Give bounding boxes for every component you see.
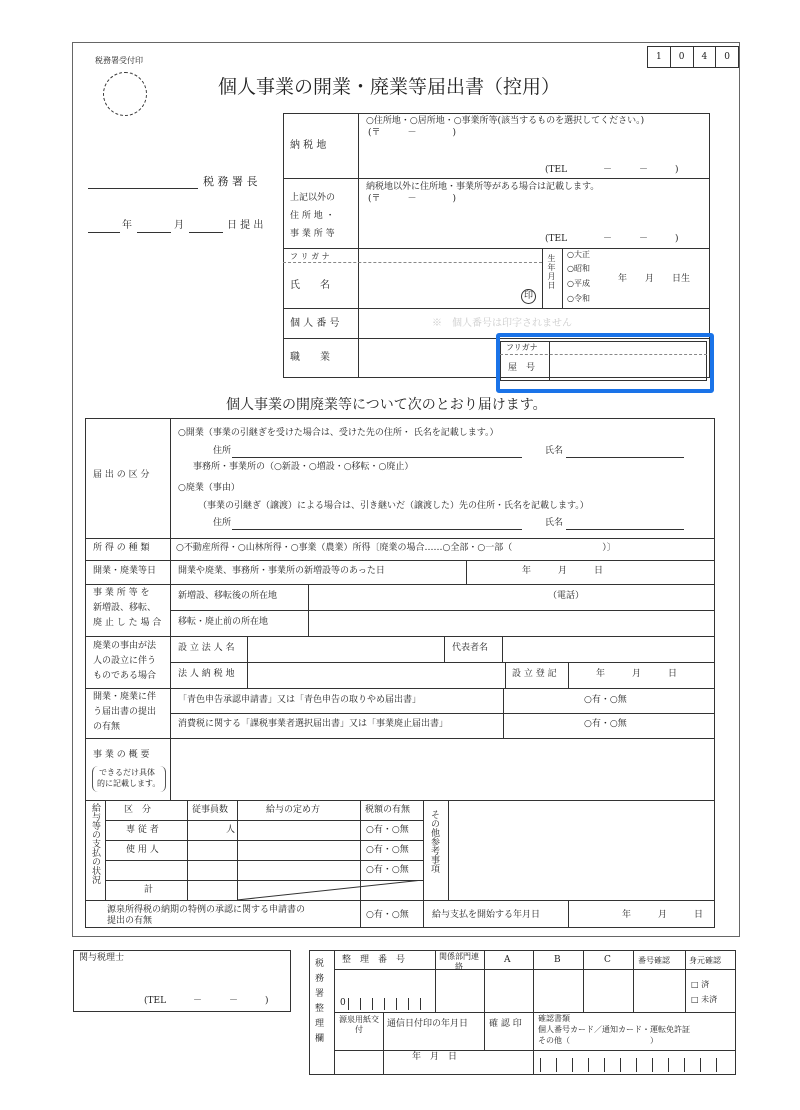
docs-label-3[interactable]: その他（ ） bbox=[538, 1036, 658, 1045]
salary-row-label: 計 bbox=[144, 885, 154, 895]
close-address-label: 住所 bbox=[213, 518, 232, 528]
salary-tax-yes-no[interactable]: ○有・○無 bbox=[366, 845, 409, 855]
ref-number-label: 整 理 番 号 bbox=[342, 955, 406, 965]
id-note: ※ 個人番号は印字されません bbox=[432, 318, 572, 329]
salary-tax-yes-no[interactable]: ○有・○無 bbox=[366, 865, 409, 875]
old-location-label: 移転・廃止前の所在地 bbox=[178, 617, 269, 627]
related-label-1: 開業・廃業に伴 bbox=[93, 692, 157, 702]
occupation-label: 職 業 bbox=[290, 352, 330, 363]
corp-address-label: 法 人 納 税 地 bbox=[178, 669, 235, 679]
salary-row-label: 使 用 人 bbox=[126, 845, 159, 855]
withholding-yes-no[interactable]: ○有・○無 bbox=[366, 910, 409, 920]
name-field[interactable] bbox=[362, 264, 537, 304]
blue-form-yes-no[interactable]: ○有・○無 bbox=[584, 695, 627, 705]
date-stamp-label: 通信日付印の年月日 bbox=[387, 1019, 469, 1029]
blue-form-label: 「青色申告承認申請書」又は「青色申告の取りやめ届出書」 bbox=[178, 695, 422, 705]
occupation-field[interactable] bbox=[362, 342, 492, 374]
corp-label-1: 廃業の事由が法 bbox=[93, 641, 157, 651]
seal-mark: 印 bbox=[521, 289, 536, 304]
other-address-note: 納税地以外に住所地・事業所等がある場合は記載します。 bbox=[366, 182, 600, 192]
close-name-label: 氏名 bbox=[545, 518, 564, 528]
salary-header: 給与の定め方 bbox=[266, 805, 321, 815]
office-use-label: 税務署整理欄 bbox=[313, 958, 323, 1048]
birth-date-field[interactable]: 年 月 日生 bbox=[618, 274, 691, 284]
other-address-label-3: 事 業 所 等 bbox=[290, 229, 335, 239]
withholding-book-label: 源泉用紙交付 bbox=[339, 1015, 379, 1034]
tax-address-tel[interactable]: (TEL － － ) bbox=[545, 165, 679, 175]
overview-field[interactable] bbox=[174, 742, 710, 796]
declaration-subtitle: 個人事業の開廃業等について次のとおり届けます。 bbox=[226, 397, 547, 413]
withholding-label-1: 源泉所得税の納期の特例の承認に関する申請書の bbox=[107, 905, 306, 915]
related-label-3: の有無 bbox=[93, 722, 121, 732]
highlight-box bbox=[496, 333, 714, 393]
other-address-label-2: 住 所 地 ・ bbox=[290, 211, 335, 221]
pay-start-date[interactable]: 年 月 日 bbox=[622, 910, 704, 920]
close-note: （事業の引継ぎ（譲渡）による場合は、引き継いだ（譲渡した）先の住所・氏名を記載します。） bbox=[198, 501, 589, 511]
col-b: B bbox=[554, 955, 561, 965]
registration-date[interactable]: 年 月 日 bbox=[596, 669, 678, 679]
birth-label: 生年月日 bbox=[547, 254, 556, 290]
era-option[interactable]: ○令和 bbox=[567, 294, 590, 303]
date-month-field[interactable] bbox=[137, 232, 171, 233]
date-year-label: 年 bbox=[122, 220, 132, 231]
office-change-label-2: 新増設、移転、 bbox=[93, 603, 157, 613]
docs-ticks bbox=[540, 1058, 730, 1072]
category-label: 届 出 の 区 分 bbox=[93, 470, 150, 480]
overview-label: 事 業 の 概 要 bbox=[93, 750, 150, 760]
form-number bbox=[647, 46, 739, 68]
overview-note bbox=[92, 766, 166, 792]
docs-label-2[interactable]: 個人番号カード／通知カード・運転免許証 bbox=[538, 1025, 690, 1034]
tax-address-options[interactable]: ○住所地・○居所地・○事業所等(該当するものを選択してください。) bbox=[366, 116, 645, 126]
shop-name-label: 屋 号 bbox=[508, 363, 536, 373]
id-label: 個 人 番 号 bbox=[290, 318, 340, 329]
close-name-field[interactable] bbox=[566, 529, 684, 530]
office-change-label-3: 廃 止 し た 場 合 bbox=[93, 618, 162, 628]
new-location-phone[interactable]: （電話） bbox=[548, 591, 585, 601]
related-label-2: う届出書の提出 bbox=[93, 707, 157, 717]
salary-side-label: 給与等の支払の状況 bbox=[90, 803, 100, 884]
new-location-label: 新増設、移転後の所在地 bbox=[178, 591, 278, 601]
other-address-postal[interactable]: (〒 － ) bbox=[368, 194, 457, 204]
stamp-date-field[interactable]: 年 月 日 bbox=[412, 1052, 458, 1062]
salary-header: 従事員数 bbox=[192, 805, 229, 815]
registration-label: 設 立 登 記 bbox=[512, 669, 557, 679]
tax-address-postal[interactable]: (〒 － ) bbox=[368, 128, 457, 138]
salary-row-label: 専 従 者 bbox=[126, 825, 159, 835]
open-close-date-label: 開業・廃業等日 bbox=[93, 566, 157, 576]
corp-label-3: ものである場合 bbox=[93, 671, 157, 681]
overview-note-line: できるだけ具体 bbox=[99, 768, 155, 777]
docs-label-1: 確認書類 bbox=[538, 1014, 570, 1023]
shop-furigana-label: フリガナ bbox=[506, 343, 538, 352]
other-address-tel[interactable]: (TEL － － ) bbox=[545, 234, 679, 244]
ref-number-prefix: 0 bbox=[340, 998, 346, 1008]
col-c: C bbox=[604, 955, 611, 965]
era-option[interactable]: ○昭和 bbox=[567, 264, 590, 273]
open-address-label: 住所 bbox=[213, 446, 232, 456]
salary-total-diagonal bbox=[237, 880, 423, 900]
date-day-label: 日 提 出 bbox=[227, 220, 264, 231]
form-number-digit: 4 bbox=[694, 47, 717, 67]
receipt-stamp-circle bbox=[103, 72, 147, 116]
pay-start-label: 給与支払を開始する年月日 bbox=[432, 910, 541, 920]
col-a: A bbox=[504, 955, 511, 965]
era-option[interactable]: ○平成 bbox=[567, 279, 590, 288]
corp-name-label: 設 立 法 人 名 bbox=[178, 643, 235, 653]
office-change-options[interactable]: 事務所・事業所の（○新設・○増設・○移転・○廃止） bbox=[193, 462, 414, 472]
office-change-label-1: 事 業 所 等 を bbox=[93, 588, 150, 598]
salary-tax-yes-no[interactable]: ○有・○無 bbox=[366, 825, 409, 835]
person-unit: 人 bbox=[226, 825, 236, 835]
date-day-field[interactable] bbox=[189, 232, 223, 233]
name-label: 氏 名 bbox=[290, 280, 330, 291]
other-notes-label: その他参考事項 bbox=[429, 810, 439, 873]
furigana-label: フ リ ガ ナ bbox=[290, 252, 330, 261]
open-name-label: 氏名 bbox=[545, 446, 564, 456]
identity-done[interactable]: □ 済 bbox=[691, 980, 710, 989]
form-number-digit: 1 bbox=[648, 47, 671, 67]
identity-check-label: 身元確認 bbox=[689, 956, 721, 965]
stamp-label: 税務署受付印 bbox=[95, 56, 143, 65]
close-address-field[interactable] bbox=[232, 529, 522, 530]
income-type-options[interactable]: ○不動産所得・○山林所得・○事業（農業）所得〔廃業の場合……○全部・○一部（ ）〕 bbox=[176, 543, 616, 553]
accountant-tel[interactable]: (TEL － － ) bbox=[144, 996, 269, 1006]
consumption-tax-label: 消費税に関する「課税事業者選択届出書」又は「事業廃止届出書」 bbox=[178, 719, 449, 729]
overview-note-line: 的に記載します。 bbox=[97, 779, 161, 788]
salary-header: 税額の有無 bbox=[365, 805, 411, 815]
accountant-label: 関与税理士 bbox=[79, 953, 125, 963]
withholding-label-2: 提出の有無 bbox=[107, 916, 153, 926]
number-check-label: 番号確認 bbox=[638, 956, 670, 965]
form-number-digit: 0 bbox=[671, 47, 694, 67]
open-option[interactable]: ○開業（事業の引継ぎを受けた場合は、受けた先の住所・ 氏名を記載します。） bbox=[178, 428, 499, 438]
open-close-date-field[interactable]: 年 月 日 bbox=[522, 566, 604, 576]
consumption-tax-yes-no[interactable]: ○有・○無 bbox=[584, 719, 627, 729]
date-year-field[interactable] bbox=[88, 232, 120, 233]
tax-office-line[interactable] bbox=[88, 188, 198, 189]
era-option[interactable]: ○大正 bbox=[567, 250, 590, 259]
form-number-digit: 0 bbox=[724, 52, 730, 62]
salary-header: 区 分 bbox=[124, 805, 152, 815]
dept-label: 関係部門連絡 bbox=[439, 952, 479, 971]
ref-number-ticks bbox=[348, 998, 432, 1010]
identity-not-done[interactable]: □ 未済 bbox=[691, 995, 718, 1004]
close-option[interactable]: ○廃業（事由） bbox=[178, 483, 240, 493]
date-month-label: 月 bbox=[174, 220, 184, 231]
open-close-date-desc: 開業や廃業、事務所・事業所の新増設等のあった日 bbox=[178, 566, 385, 576]
tax-office-suffix: 税 務 署 長 bbox=[203, 175, 258, 188]
confirm-stamp-label: 確 認 印 bbox=[489, 1019, 522, 1029]
tax-address-label: 納 税 地 bbox=[290, 140, 327, 151]
other-address-label-1: 上記以外の bbox=[290, 193, 336, 203]
open-name-field[interactable] bbox=[566, 457, 684, 458]
corp-label-2: 人の設立に伴う bbox=[93, 656, 157, 666]
representative-label: 代表者名 bbox=[452, 643, 489, 653]
form-title: 個人事業の開業・廃業等届出書（控用） bbox=[218, 76, 561, 98]
open-address-field[interactable] bbox=[232, 457, 522, 458]
income-type-label: 所 得 の 種 類 bbox=[93, 543, 150, 553]
